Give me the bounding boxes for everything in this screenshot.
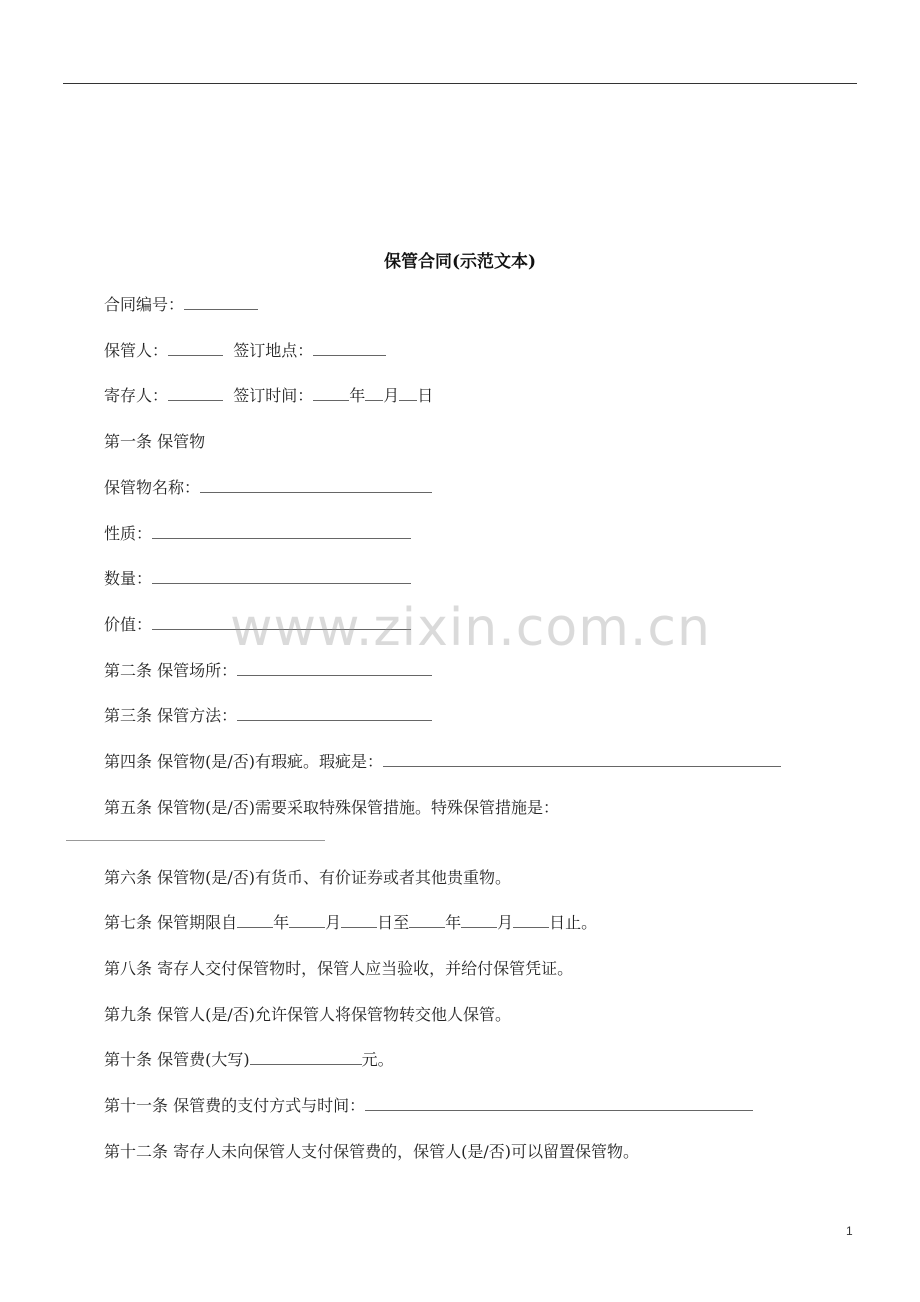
term-end-month-unit: 月 bbox=[497, 913, 514, 932]
term-start-year-blank[interactable] bbox=[237, 913, 273, 928]
item-nature-label: 性质： bbox=[104, 524, 153, 543]
sign-place-label: 签订地点： bbox=[233, 341, 314, 360]
term-end-day-blank[interactable] bbox=[513, 913, 549, 928]
custodian-blank[interactable] bbox=[168, 341, 223, 356]
watermark: www.zixin.com.cn bbox=[230, 598, 711, 658]
item-name-label: 保管物名称： bbox=[104, 478, 201, 497]
depositor-blank[interactable] bbox=[168, 386, 223, 401]
sign-day-unit: 日 bbox=[417, 386, 434, 405]
item-nature-blank[interactable] bbox=[152, 524, 411, 539]
term-end-year-blank[interactable] bbox=[409, 913, 445, 928]
sign-time-label: 签订时间： bbox=[233, 386, 314, 405]
contract-number-line bbox=[104, 294, 258, 316]
item-name-blank[interactable] bbox=[200, 478, 432, 493]
article-5-line: 第五条 保管物(是/否)需要采取特殊保管措施。特殊保管措施是： bbox=[104, 798, 559, 817]
term-end-year-unit: 年 bbox=[445, 913, 462, 932]
contract-number-blank[interactable] bbox=[184, 295, 258, 310]
page-number: 1 bbox=[846, 1224, 853, 1238]
item-value-blank[interactable] bbox=[152, 615, 411, 630]
term-start-day-unit: 日至 bbox=[377, 913, 410, 932]
depositor-line bbox=[104, 385, 433, 407]
sign-month-blank[interactable] bbox=[365, 386, 383, 401]
article-4-label: 第四条 保管物(是/否)有瑕疵。瑕疵是： bbox=[104, 752, 383, 771]
custodian-line bbox=[104, 340, 386, 362]
article-8-line: 第八条 寄存人交付保管物时，保管人应当验收，并给付保管凭证。 bbox=[104, 959, 574, 978]
term-end-day-unit: 日止。 bbox=[549, 913, 598, 932]
article-6-line: 第六条 保管物(是/否)有货币、有价证券或者其他贵重物。 bbox=[104, 868, 511, 887]
storage-method-blank[interactable] bbox=[237, 706, 432, 721]
article-11-line bbox=[104, 1095, 753, 1117]
fee-amount-blank[interactable] bbox=[250, 1050, 362, 1065]
sign-place-blank[interactable] bbox=[313, 341, 386, 356]
article-7-line bbox=[104, 912, 597, 934]
storage-place-blank[interactable] bbox=[237, 661, 432, 676]
term-start-month-blank[interactable] bbox=[289, 913, 325, 928]
item-quantity-blank[interactable] bbox=[152, 569, 411, 584]
article-9-line: 第九条 保管人(是/否)允许保管人将保管物转交他人保管。 bbox=[104, 1005, 511, 1024]
article-10-line bbox=[104, 1049, 394, 1071]
contract-number-label: 合同编号： bbox=[104, 295, 185, 314]
article-2-label: 第二条 保管场所： bbox=[104, 661, 238, 680]
item-nature-line bbox=[104, 523, 411, 545]
article-3-label: 第三条 保管方法： bbox=[104, 706, 238, 725]
article-12-line: 第十二条 寄存人未向保管人支付保管费的，保管人(是/否)可以留置保管物。 bbox=[104, 1142, 639, 1161]
item-quantity-line bbox=[104, 568, 411, 590]
defect-blank[interactable] bbox=[383, 752, 781, 767]
item-name-line bbox=[104, 477, 432, 499]
sign-month-unit: 月 bbox=[383, 386, 400, 405]
special-measures-blank[interactable] bbox=[66, 840, 325, 841]
item-value-label: 价值： bbox=[104, 615, 153, 634]
item-quantity-label: 数量： bbox=[104, 569, 153, 588]
article-10-suffix: 元。 bbox=[361, 1050, 394, 1069]
sign-day-blank[interactable] bbox=[399, 386, 417, 401]
article-7-prefix: 第七条 保管期限自 bbox=[104, 913, 238, 932]
document-title: 保管合同(示范文本) bbox=[383, 252, 537, 272]
term-start-month-unit: 月 bbox=[325, 913, 342, 932]
sign-year-blank[interactable] bbox=[313, 386, 349, 401]
depositor-label: 寄存人： bbox=[104, 386, 169, 405]
payment-method-blank[interactable] bbox=[365, 1096, 753, 1111]
article-1-heading: 第一条 保管物 bbox=[104, 432, 206, 451]
article-11-label: 第十一条 保管费的支付方式与时间： bbox=[104, 1096, 366, 1115]
article-4-line bbox=[104, 751, 781, 773]
article-10-prefix: 第十条 保管费(大写) bbox=[104, 1050, 250, 1069]
term-start-day-blank[interactable] bbox=[341, 913, 377, 928]
sign-year-unit: 年 bbox=[349, 386, 366, 405]
article-3-line bbox=[104, 705, 432, 727]
term-start-year-unit: 年 bbox=[273, 913, 290, 932]
custodian-label: 保管人： bbox=[104, 341, 169, 360]
header-rule bbox=[63, 83, 857, 84]
term-end-month-blank[interactable] bbox=[461, 913, 497, 928]
item-value-line bbox=[104, 614, 411, 636]
article-2-line bbox=[104, 660, 432, 682]
